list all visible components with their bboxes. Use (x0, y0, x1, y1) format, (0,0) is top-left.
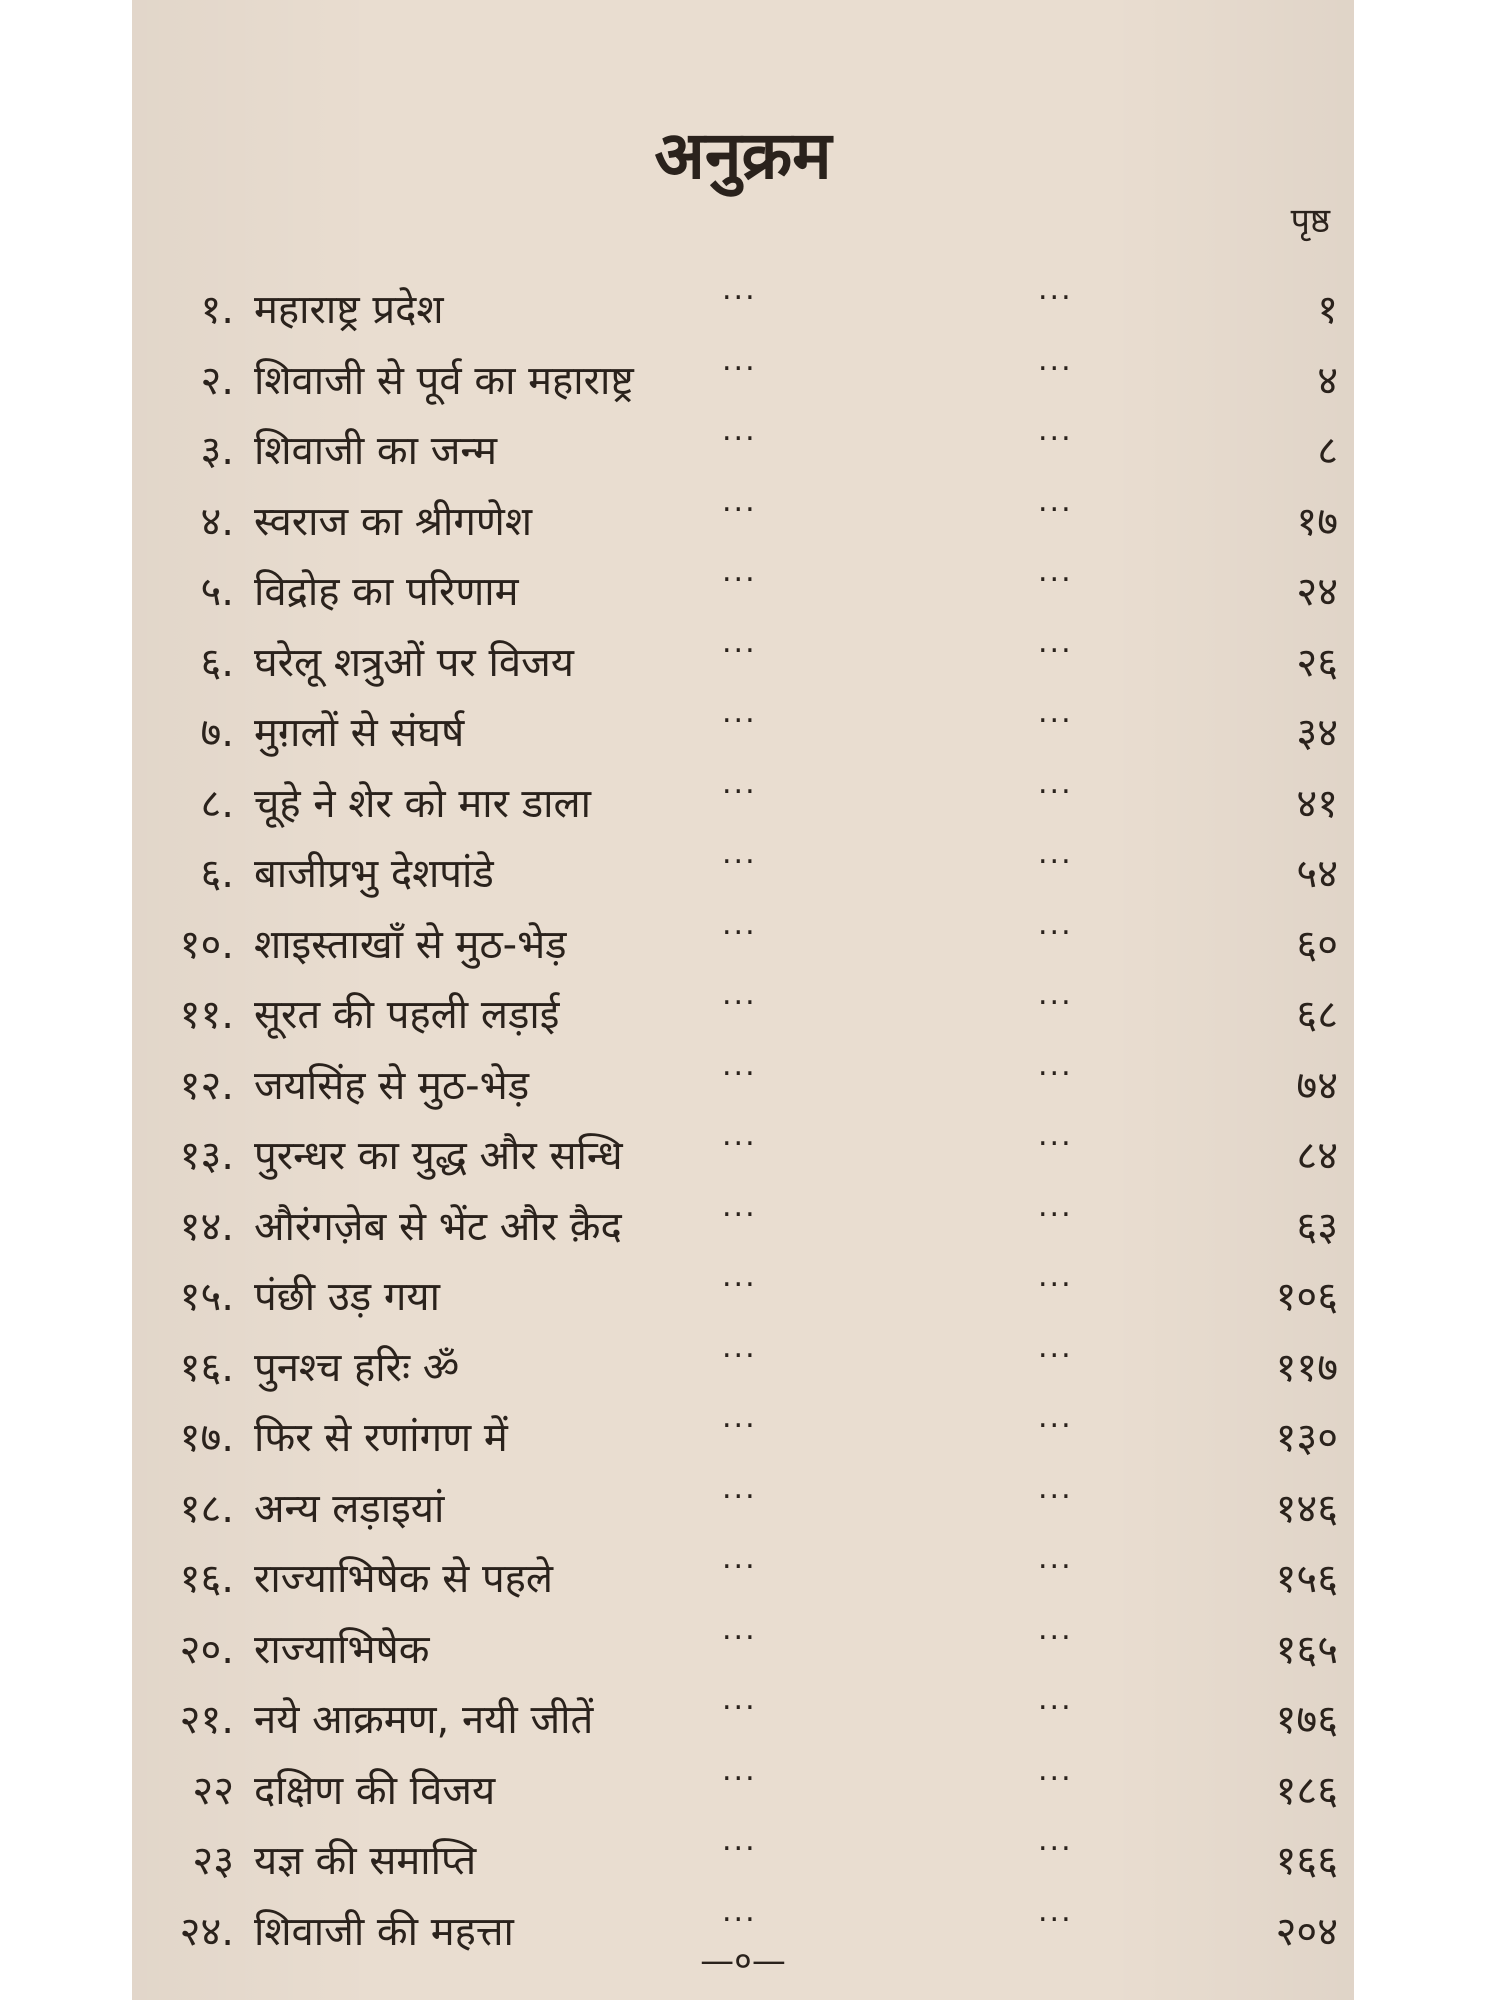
leader-dots: ... (1038, 1470, 1073, 1506)
entry-title: शिवाजी से पूर्व का महाराष्ट्र (254, 357, 634, 404)
leader-dots: ... (1038, 1682, 1073, 1717)
entry-title: विद्रोह का परिणाम (254, 569, 519, 615)
leader-dots: ... (1038, 1400, 1073, 1435)
entry-title: स्वराज का श्रीगणेश (254, 498, 533, 545)
entry-title: जयसिंह से मुठ-भेड़ (254, 1062, 530, 1109)
entry-page-number: ११७ (1275, 1344, 1338, 1391)
leader-dots: ... (722, 1611, 757, 1647)
leader-dots: ... (1038, 272, 1073, 307)
leader-dots: ... (1038, 1329, 1073, 1365)
leader-dots: ... (722, 1400, 757, 1435)
entry-number: २३ (192, 1838, 234, 1884)
toc-entry (132, 1612, 1354, 1683)
entry-number: ५. (200, 569, 234, 615)
toc-entry (132, 1118, 1354, 1189)
entry-page-number: १०६ (1275, 1274, 1338, 1320)
entry-page-number: ६३ (1296, 1203, 1338, 1250)
leader-dots: ... (1038, 342, 1073, 378)
leader-dots: ... (1038, 1611, 1073, 1647)
entry-number: ६. (200, 639, 234, 686)
entry-page-number: १८६ (1275, 1767, 1338, 1814)
entry-page-number: १६६ (1275, 1838, 1338, 1884)
entry-title: घरेलू शत्रुओं पर विजय (254, 639, 574, 686)
leader-dots: ... (1038, 1188, 1073, 1224)
entry-number: १८. (179, 1485, 234, 1532)
leader-dots: ... (722, 1541, 757, 1576)
entry-number: २४. (179, 1908, 234, 1955)
leader-dots: ... (722, 1259, 757, 1294)
toc-entry (132, 1823, 1354, 1894)
leader-dots: ... (722, 1118, 757, 1153)
entry-number: १४. (179, 1203, 234, 1250)
entry-page-number: ६० (1296, 921, 1338, 968)
toc-entry (132, 484, 1354, 555)
entry-title: फिर से रणांगण में (254, 1415, 508, 1461)
entry-title: राज्याभिषेक से पहले (254, 1556, 554, 1602)
entry-number: १. (200, 287, 234, 333)
leader-dots: ... (1038, 624, 1073, 660)
entry-title: बाजीप्रभु देशपांडे (254, 851, 494, 897)
entry-number: १५. (179, 1274, 234, 1320)
entry-number: २. (200, 357, 234, 404)
leader-dots: ... (722, 1823, 757, 1858)
book-page (132, 0, 1354, 2000)
entry-number: १०. (179, 921, 234, 968)
leader-dots: ... (1038, 1541, 1073, 1576)
leader-dots: ... (722, 906, 757, 942)
entry-page-number: ८ (1317, 428, 1338, 474)
leader-dots: ... (1038, 695, 1073, 730)
entry-number: १६. (179, 1556, 234, 1602)
toc-entry (132, 766, 1354, 837)
entry-page-number: ४ (1317, 357, 1338, 404)
entry-title: मुग़लों से संघर्ष (254, 710, 465, 756)
leader-dots: ... (1038, 1893, 1073, 1929)
entry-title: पुरन्धर का युद्ध और सन्धि (254, 1133, 623, 1179)
entry-page-number: १ (1317, 287, 1338, 333)
entry-page-number: ८४ (1296, 1133, 1338, 1179)
leader-dots: ... (722, 695, 757, 730)
leader-dots: ... (1038, 554, 1073, 589)
toc-entry (132, 1682, 1354, 1753)
entry-number: २१. (179, 1697, 234, 1743)
entry-title: चूहे ने शेर को मार डाला (254, 780, 591, 827)
leader-dots: ... (1038, 1047, 1073, 1083)
leader-dots: ... (722, 624, 757, 660)
entry-number: ८. (200, 780, 234, 827)
leader-dots: ... (722, 413, 757, 448)
entry-title: शिवाजी की महत्ता (254, 1908, 514, 1955)
entry-page-number: १७६ (1275, 1697, 1338, 1743)
entry-title: राज्याभिषेक (254, 1626, 430, 1673)
entry-number: २०. (179, 1626, 234, 1673)
entry-number: १७. (179, 1415, 234, 1461)
entry-title: पुनश्च हरिः ॐ (254, 1344, 460, 1391)
leader-dots: ... (722, 483, 757, 519)
leader-dots: ... (722, 977, 757, 1012)
entry-title: शिवाजी का जन्म (254, 428, 498, 474)
entry-page-number: २४ (1296, 569, 1338, 615)
entry-page-number: १३० (1275, 1415, 1338, 1461)
entry-page-number: २०४ (1275, 1908, 1338, 1955)
toc-entry (132, 272, 1354, 343)
entry-number: ४. (200, 498, 234, 545)
toc-entry (132, 343, 1354, 414)
leader-dots: ... (722, 342, 757, 378)
entry-page-number: १७ (1296, 498, 1338, 545)
entry-page-number: १५६ (1275, 1556, 1338, 1602)
leader-dots: ... (1038, 765, 1073, 801)
leader-dots: ... (1038, 977, 1073, 1012)
toc-entry (132, 1259, 1354, 1330)
entry-number: ११. (179, 992, 234, 1038)
toc-entry (132, 1471, 1354, 1542)
leader-dots: ... (722, 1752, 757, 1788)
leader-dots: ... (722, 1893, 757, 1929)
table-of-contents (132, 272, 1354, 1964)
entry-number: ६. (200, 851, 234, 897)
toc-entry (132, 1189, 1354, 1260)
leader-dots: ... (1038, 1118, 1073, 1153)
entry-number: ७. (200, 710, 234, 756)
entry-page-number: ५४ (1296, 851, 1338, 897)
leader-dots: ... (722, 1329, 757, 1365)
toc-entry (132, 695, 1354, 766)
toc-entry (132, 977, 1354, 1048)
toc-entry (132, 1400, 1354, 1471)
entry-number: १३. (179, 1133, 234, 1179)
toc-entry (132, 836, 1354, 907)
page-title: अनुक्रम (654, 117, 832, 194)
toc-entry (132, 907, 1354, 978)
leader-dots: ... (1038, 836, 1073, 871)
toc-entry (132, 1330, 1354, 1401)
leader-dots: ... (1038, 1823, 1073, 1858)
entry-title: अन्य लड़ाइयां (254, 1485, 445, 1532)
toc-entry (132, 554, 1354, 625)
leader-dots: ... (722, 272, 757, 307)
page-column-header: पृष्ठ (1290, 201, 1330, 241)
entry-number: २२ (192, 1767, 234, 1814)
entry-number: १६. (179, 1344, 234, 1391)
toc-entry (132, 1541, 1354, 1612)
entry-page-number: ७४ (1296, 1062, 1338, 1109)
leader-dots: ... (722, 1682, 757, 1717)
entry-title: औरंगज़ेब से भेंट और क़ैद (254, 1203, 622, 1250)
leader-dots: ... (722, 1047, 757, 1083)
entry-title: शाइस्ताखाँ से मुठ-भेड़ (254, 921, 567, 968)
entry-page-number: ३४ (1296, 710, 1338, 756)
leader-dots: ... (722, 1470, 757, 1506)
entry-title: महाराष्ट्र प्रदेश (254, 287, 444, 333)
entry-number: १२. (179, 1062, 234, 1109)
entry-page-number: १६५ (1275, 1626, 1338, 1673)
leader-dots: ... (722, 836, 757, 871)
toc-entry (132, 1753, 1354, 1824)
entry-title: दक्षिण की विजय (254, 1767, 496, 1814)
entry-page-number: ६८ (1296, 992, 1338, 1038)
leader-dots: ... (1038, 413, 1073, 448)
leader-dots: ... (1038, 1259, 1073, 1294)
entry-page-number: ४१ (1296, 780, 1338, 827)
page-footer-ornament: —०— (700, 1941, 786, 1981)
entry-number: ३. (200, 428, 234, 474)
entry-title: यज्ञ की समाप्ति (254, 1838, 477, 1884)
entry-title: पंछी उड़ गया (254, 1274, 440, 1320)
leader-dots: ... (722, 1188, 757, 1224)
entry-page-number: २६ (1296, 639, 1338, 686)
toc-entry (132, 1048, 1354, 1119)
entry-title: नये आक्रमण, नयी जीतें (254, 1697, 594, 1743)
entry-page-number: १४६ (1275, 1485, 1338, 1532)
leader-dots: ... (722, 765, 757, 801)
leader-dots: ... (1038, 906, 1073, 942)
entry-title: सूरत की पहली लड़ाई (254, 992, 560, 1038)
leader-dots: ... (1038, 483, 1073, 519)
leader-dots: ... (1038, 1752, 1073, 1788)
toc-entry (132, 413, 1354, 484)
toc-entry (132, 625, 1354, 696)
leader-dots: ... (722, 554, 757, 589)
